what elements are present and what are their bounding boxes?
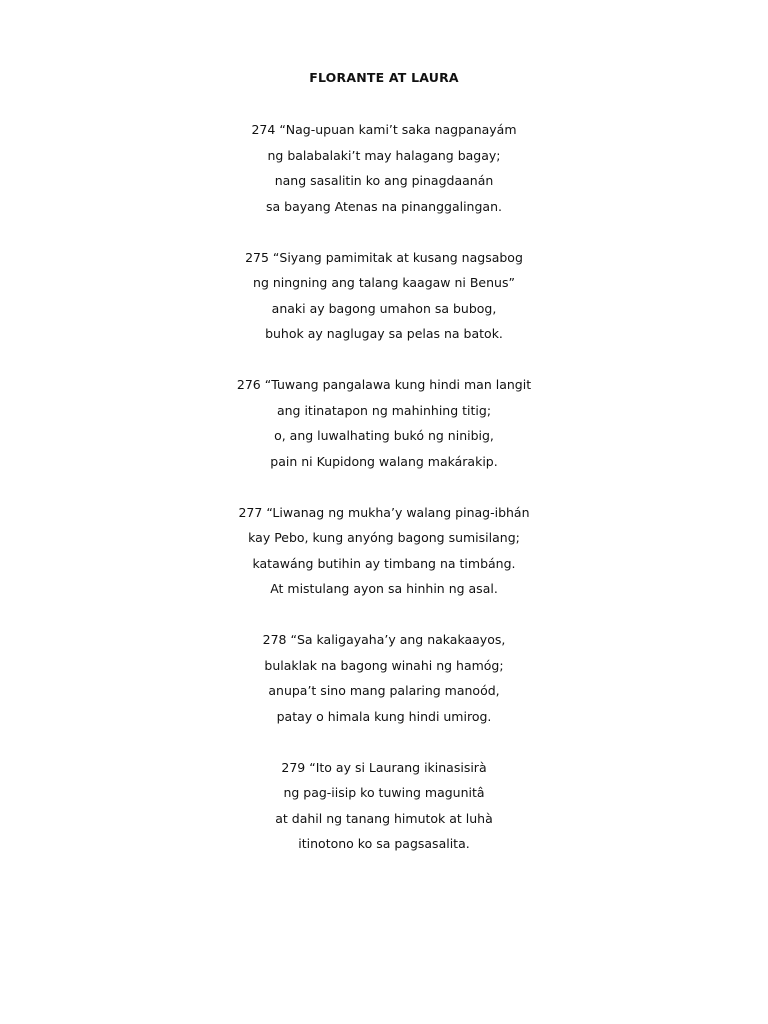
verse-line: bulaklak na bagong winahi ng hamóg; (264, 657, 504, 673)
verse-line: 276 “Tuwang pangalawa kung hindi man langit (236, 377, 532, 392)
verse-line: 278 “Sa kaligayaha’y ang nakakaayos, (262, 632, 506, 647)
verse-line: anaki ay bagong umahon sa bubog, (271, 300, 497, 316)
verse-line: katawáng butihin ay timbang na timbáng. (252, 555, 516, 571)
document-title: FLORANTE AT LAURA (309, 70, 459, 85)
verse-line: pain ni Kupidong walang makárakip. (270, 453, 498, 469)
verse-line: anupa’t sino mang palaring manoód, (268, 683, 500, 698)
verse-line: 274 “Nag-upuan kami’t saka nagpanayám (251, 122, 517, 137)
stanza-275 (0, 249, 768, 351)
verse-line: 275 “Siyang pamimitak at kusang nagsabog (245, 249, 523, 265)
stanza-279 (0, 759, 768, 861)
verse-line: buhok ay naglugay sa pelas na batok. (265, 326, 503, 341)
verse-line: nang sasalitin ko ang pinagdaanán (274, 173, 494, 188)
verse-line: at dahil ng tanang himutok at luhà (275, 810, 493, 826)
stanza-274 (0, 121, 768, 223)
verse-line: ang itinatapon ng mahinhing titig; (276, 402, 492, 418)
poem-body (0, 121, 768, 886)
stanza-276 (0, 376, 768, 478)
verse-line: kay Pebo, kung anyóng bagong sumisilang; (248, 530, 520, 545)
verse-line: patay o himala kung hindi umirog. (276, 708, 492, 724)
verse-line: ng ningning ang talang kaagaw ni Benus” (253, 275, 515, 290)
stanza-278 (0, 631, 768, 733)
verse-line: At mistulang ayon sa hinhin ng asal. (270, 581, 498, 596)
verse-line: 279 “Ito ay si Laurang ikinasisirà (281, 759, 487, 775)
stanza-277 (0, 504, 768, 606)
verse-line: 277 “Liwanag ng mukha’y walang pinag-ibhán (238, 504, 530, 520)
verse-line: ng balabalaki’t may halagang bagay; (267, 147, 501, 163)
verse-line: sa bayang Atenas na pinanggalingan. (266, 198, 502, 214)
verse-line: itinotono ko sa pagsasalita. (298, 836, 470, 851)
verse-line: ng pag-iisip ko tuwing magunitâ (283, 785, 485, 800)
verse-line: o, ang luwalhating bukó ng ninibig, (274, 428, 494, 443)
